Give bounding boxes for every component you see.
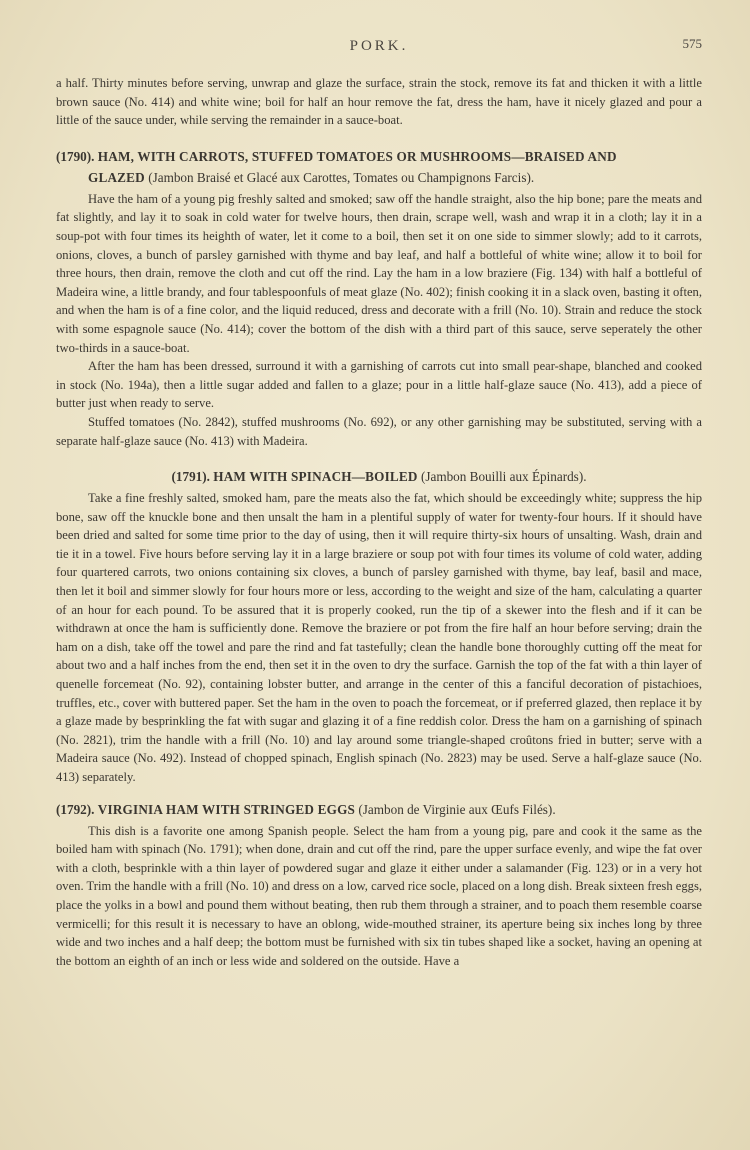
recipe-french-title: (Jambon Bouilli aux Épinards). [420, 469, 587, 485]
recipe-paragraph: After the ham has been dressed, surround it with a garnishing of carrots cut into small pear-shape, blanched and cooked in stock (No. 194a), then a little sugar added and fallen to a glaze; pour in a little half-glaze sauce (No. 413), add a piece of butter just when ready to serve. [56, 359, 702, 411]
page-number: 575 [682, 36, 702, 51]
recipe-title-continued [56, 167, 702, 188]
recipe-heading [56, 466, 702, 487]
recipe-1790 [56, 146, 702, 450]
recipe-paragraph: Stuffed tomatoes (No. 2842), stuffed mushrooms (No. 692), or any other garnishing may be substituted, serving with a separate half-glaze sauce (No. 413) with Madeira. [56, 414, 702, 448]
recipe-title-line2: GLAZED [88, 169, 145, 185]
recipe-french-title: (Jambon Braisé et Glacé aux Carottes, Tomates ou Champignons Farcis). [148, 169, 535, 185]
recipe-title: HAM, WITH CARROTS, STUFFED TOMATOES OR MUSHROOMS—BRAISED AND [97, 148, 617, 164]
recipe-number: (1790). [56, 148, 95, 164]
recipe-1791 [56, 466, 702, 787]
recipe-paragraph: Have the ham of a young pig freshly salted and smoked; saw off the handle straight, also the hip bone; pare the meats and fat slightly, and lay it to soak in cold water for twelve hours, then drain, scrape well, wash and wrap it in a cloth; lay it in a soup-pot with four times its heighth of water, let it come to a boil, then set it on one side to simmer slowly; add to it carrots, onions, cloves, a bunch of parsley garnished with thyme and bay leaf, and half a bottleful of white wine; allow it to boil for three hours, then drain, remove the cloth and cut off the rind. Lay the ham in a low braziere (Fig. 134) with half a bottleful of Madeira wine, a little brandy, and four tablespoonfuls of meat glaze (No. 402); finish cooking it in a slack oven, basting it often, and when the ham is of a fine color, and the liquid reduced, dress and decorate with a frill (No. 10). Strain and reduce the stock with some espagnole sauce (No. 414); cover the bottom of the dish with a third part of this sauce, serve seperately the other two-thirds in a sauce-boat. [56, 191, 702, 355]
continuation-paragraph: a half. Thirty minutes before serving, unwrap and glaze the surface, strain the stock, remove its fat and thicken it with a little brown sauce (No. 414) and white wine; boil for half an hour remove the fat, dress the ham, have it nicely glazed and pour a little of the sauce under, while serving the remainder in a sauce-boat. [56, 76, 702, 128]
recipe-paragraph: This dish is a favorite one among Spanish people. Select the ham from a young pig, pare and cook it the same as the boiled ham with spinach (No. 1791); when done, drain and cut off the rind, pare the upper surface evenly, and wipe the fat over with a cloth, besprinkle with a thin layer of powdered sugar and glaze it either under a salamander (Fig. 123) or in a very hot oven. Trim the handle with a frill (No. 10) and dress on a low, carved rice socle, placed on a long dish. Break sixteen fresh eggs, place the yolks in a bowl and pound them without beating, then rub them through a strainer, and to poach them resemble coarse vermicelli; for this result it is necessary to have an oblong, wide-mouthed strainer, its aperture being six inches long by three wide and two inches and a half deep; the bottom must be furnished with six tin tubes shaped like a socket, having an opening at the bottom an eighth of an inch or less wide and soldered on the outside. Have a [56, 823, 702, 968]
recipe-1792 [56, 799, 702, 971]
recipe-heading [56, 146, 702, 188]
recipe-paragraph: Take a fine freshly salted, smoked ham, pare the meats also the fat, which should be exceedingly white; suppress the hip bone, saw off the knuckle bone and then unsalt the ham in a plentiful supply of water for twenty-four hours. If it should have been dried and salted for some time prior to the day of using, then it will require thirty-six hours of unsalting. Wash, drain and tie it in a towel. Five hours before serving lay it in a large braziere or soup pot with four times its volume of cold water, adding four quartered carrots, two onions containing six cloves, a bunch of parsley garnished with thyme, bay leaf, basil and mace, then let it boil and simmer slowly for four hours more or less, according to the weight and size of the ham, calculating a quarter of an hour for each pound. To be assured that it is properly cooked, run the tip of a skewer into the flesh and if it can be withdrawn at once the ham is sufficiently done. Remove the braziere or pot from the fire half an hour before serving; drain the ham on a dish, take off the towel and pare the rind and fat tastefully; clean the handle bone thoroughly cutting off the meat for about two and a half inches from the end, then set it in the oven to dry the surface. Garnish the top of the fat with a thin layer of quenelle forcemeat (No. 92), containing lobster butter, and arrange in the center of this a fanciful decoration of pistachioes, truffles, etc., cover with buttered paper. Set the ham in the oven to poach the forcemeat, or if preferred glazed, then replace it by a glaze made by besprinkling the fat with sugar and glazing it of a fine reddish color. Dress the ham on a garnishing of spinach (No. 2821), trim the handle with a frill (No. 10) and lay around some triangle-shaped croûtons fried in butter; serve with a Madeira sauce (No. 492). Instead of chopped spinach, English spinach (No. 2823) may be used. Serve a half-glaze sauce (No. 413) separately. [56, 491, 702, 784]
recipe-title: HAM WITH SPINACH—BOILED [213, 469, 418, 485]
recipe-number: (1791). [171, 469, 210, 485]
running-title: PORK. [349, 38, 409, 54]
recipe-title: VIRGINIA HAM WITH STRINGED EGGS [97, 801, 356, 817]
recipe-french-title: (Jambon de Virginie aux Œufs Filés). [358, 801, 556, 817]
running-head [56, 38, 702, 74]
recipe-number: (1792). [56, 801, 95, 817]
recipe-heading [56, 799, 702, 820]
